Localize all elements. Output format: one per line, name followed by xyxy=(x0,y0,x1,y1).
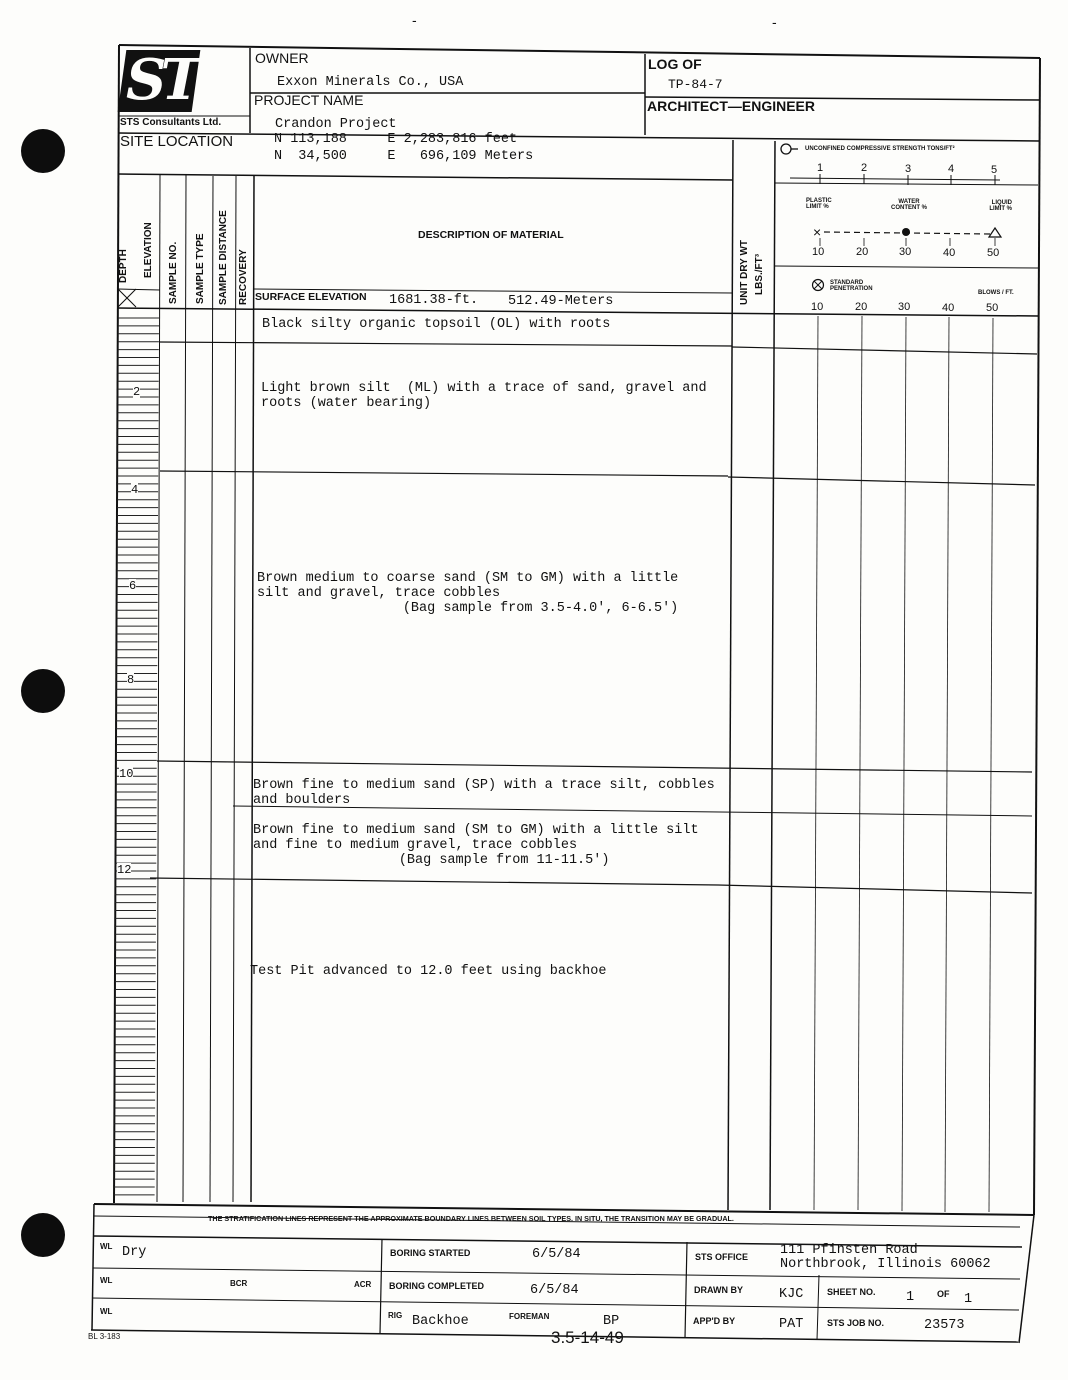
page-number: 3.5-14-49 xyxy=(551,1328,624,1347)
strength-scale-label: UNCONFINED COMPRESSIVE STRENGTH TONS/FT² xyxy=(805,146,955,152)
drawn-by-value: KJC xyxy=(779,1287,804,1302)
stratum-description: Brown fine to medium sand (SM to GM) with a little silt and fine to medium gravel, trace cobbles (Bag sample from 11-11.5') xyxy=(253,823,699,868)
architect-label: ARCHITECT—ENGINEER xyxy=(647,98,816,114)
penetration-label: STANDARD PENETRATION xyxy=(830,280,873,292)
site-location-line1: N 113,188 E 2,283,816 feet xyxy=(274,132,518,147)
drawn-by-label: DRAWN BY xyxy=(694,1285,743,1295)
col-recovery: RECOVERY xyxy=(238,249,249,305)
appd-by-label: APP'D BY xyxy=(693,1316,736,1326)
depth-mark: 6 xyxy=(129,579,137,593)
sheet-of-label: OF xyxy=(937,1289,950,1299)
sts-office-label: STS OFFICE xyxy=(695,1252,749,1262)
depth-mark: 4 xyxy=(131,483,139,497)
strength-tick: 2 xyxy=(861,162,868,174)
strength-tick: 3 xyxy=(905,163,912,175)
stratum-description: Light brown silt (ML) with a trace of sand, gravel and roots (water bearing) xyxy=(261,381,707,411)
foreman-label: FOREMAN xyxy=(509,1312,550,1321)
depth-mark: 12 xyxy=(117,863,132,877)
rig-value: Backhoe xyxy=(412,1314,469,1329)
strength-tick: 5 xyxy=(991,164,998,176)
col-sample-no: SAMPLE NO. xyxy=(168,241,179,304)
water-tick: 50 xyxy=(987,247,1000,259)
stratum-description: Brown medium to coarse sand (SM to GM) with a little silt and gravel, trace cobbles (Bag sample from 3.5-4.0', 6-6.5') xyxy=(257,571,679,616)
form-code: BL 3-183 xyxy=(88,1332,121,1341)
wl-label: WL xyxy=(100,1242,113,1251)
owner-label: OWNER xyxy=(255,50,309,66)
logo-text: STS xyxy=(126,47,231,113)
penetration-tick: 30 xyxy=(898,301,911,313)
surface-elevation-meters: 512.49-Meters xyxy=(508,294,614,309)
acr-label: ACR xyxy=(354,1280,372,1289)
rig-label: RIG xyxy=(388,1311,403,1320)
water-tick: 10 xyxy=(812,246,825,258)
depth-mark: 8 xyxy=(127,673,135,687)
depth-mark: 2 xyxy=(133,385,141,399)
log-of-value: TP-84-7 xyxy=(668,77,723,92)
stratum-description: Brown fine to medium sand (SP) with a trace silt, cobbles and boulders xyxy=(253,778,715,808)
sts-job-no-label: STS JOB NO. xyxy=(827,1318,885,1328)
col-depth: DEPTH xyxy=(118,249,129,283)
owner-value: Exxon Minerals Co., USA xyxy=(277,75,464,90)
company-name: STS Consultants Ltd. xyxy=(120,117,222,128)
log-of-label: LOG OF xyxy=(648,56,702,72)
depth-mark: 10 xyxy=(119,767,134,781)
bcr-label: BCR xyxy=(230,1279,248,1288)
plastic-limit-marker: × xyxy=(813,224,822,240)
col-unit-dry-wt-units: LBS./FT³ xyxy=(754,253,765,295)
wl-label: WL xyxy=(100,1307,113,1316)
project-label: PROJECT NAME xyxy=(254,92,364,108)
penetration-tick: 40 xyxy=(942,302,955,314)
sheet-total-value: 1 xyxy=(964,1292,973,1307)
stratification-note: THE STRATIFICATION LINES REPRESENT THE APPROXIMATE BOUNDARY LINES BETWEEN SOIL TYPES. IN SITU, THE TRANSITION MAY BE GRADUAL. xyxy=(208,1214,734,1223)
boring-completed-value: 6/5/84 xyxy=(530,1283,579,1298)
col-elevation: ELEVATION xyxy=(143,222,154,278)
col-sample-distance: SAMPLE DISTANCE xyxy=(218,210,229,305)
sts-office-line1: 111 Pfinsten Road xyxy=(780,1243,918,1258)
stratum-description: Black silty organic topsoil (OL) with roots xyxy=(262,317,611,332)
scan-mark: - xyxy=(412,12,417,28)
plastic-limit-label: PLASTIC LIMIT % xyxy=(806,198,832,210)
strength-tick: 4 xyxy=(948,163,955,175)
project-value: Crandon Project xyxy=(275,117,397,132)
penetration-tick: 50 xyxy=(986,302,999,314)
boring-started-value: 6/5/84 xyxy=(532,1247,581,1262)
boring-started-label: BORING STARTED xyxy=(390,1248,471,1258)
sheet-no-label: SHEET NO. xyxy=(827,1287,876,1297)
liquid-limit-label: LIQUID LIMIT % xyxy=(989,200,1012,212)
water-tick: 30 xyxy=(899,246,912,258)
sheet-no-value: 1 xyxy=(906,1290,915,1305)
water-content-label: WATER CONTENT % xyxy=(891,199,927,211)
strength-tick: 1 xyxy=(817,162,824,174)
col-sample-type: SAMPLE TYPE xyxy=(195,233,206,304)
penetration-tick: 20 xyxy=(855,301,868,313)
stratum-description: Test Pit advanced to 12.0 feet using backhoe xyxy=(250,964,607,979)
foreman-value: BP xyxy=(603,1314,620,1329)
appd-by-value: PAT xyxy=(779,1317,804,1332)
boring-completed-label: BORING COMPLETED xyxy=(389,1281,485,1291)
sts-logo xyxy=(120,48,248,114)
col-unit-dry-wt: UNIT DRY WT xyxy=(739,240,750,305)
water-tick: 20 xyxy=(856,246,869,258)
site-location-line2: N 34,500 E 696,109 Meters xyxy=(274,149,534,164)
penetration-tick: 10 xyxy=(811,301,824,313)
site-location-label: SITE LOCATION xyxy=(120,133,234,150)
blows-label: BLOWS / FT. xyxy=(978,290,1014,296)
surface-elevation-label: SURFACE ELEVATION xyxy=(255,291,367,303)
surface-elevation-feet: 1681.38-ft. xyxy=(389,293,479,308)
wl-label: WL xyxy=(100,1276,113,1285)
col-description: DESCRIPTION OF MATERIAL xyxy=(418,229,564,241)
wl-value: Dry xyxy=(122,1245,147,1260)
sts-office-line2: Northbrook, Illinois 60062 xyxy=(780,1257,991,1272)
scan-mark: - xyxy=(772,14,777,30)
water-tick: 40 xyxy=(943,247,956,259)
sts-job-no-value: 23573 xyxy=(924,1318,965,1333)
